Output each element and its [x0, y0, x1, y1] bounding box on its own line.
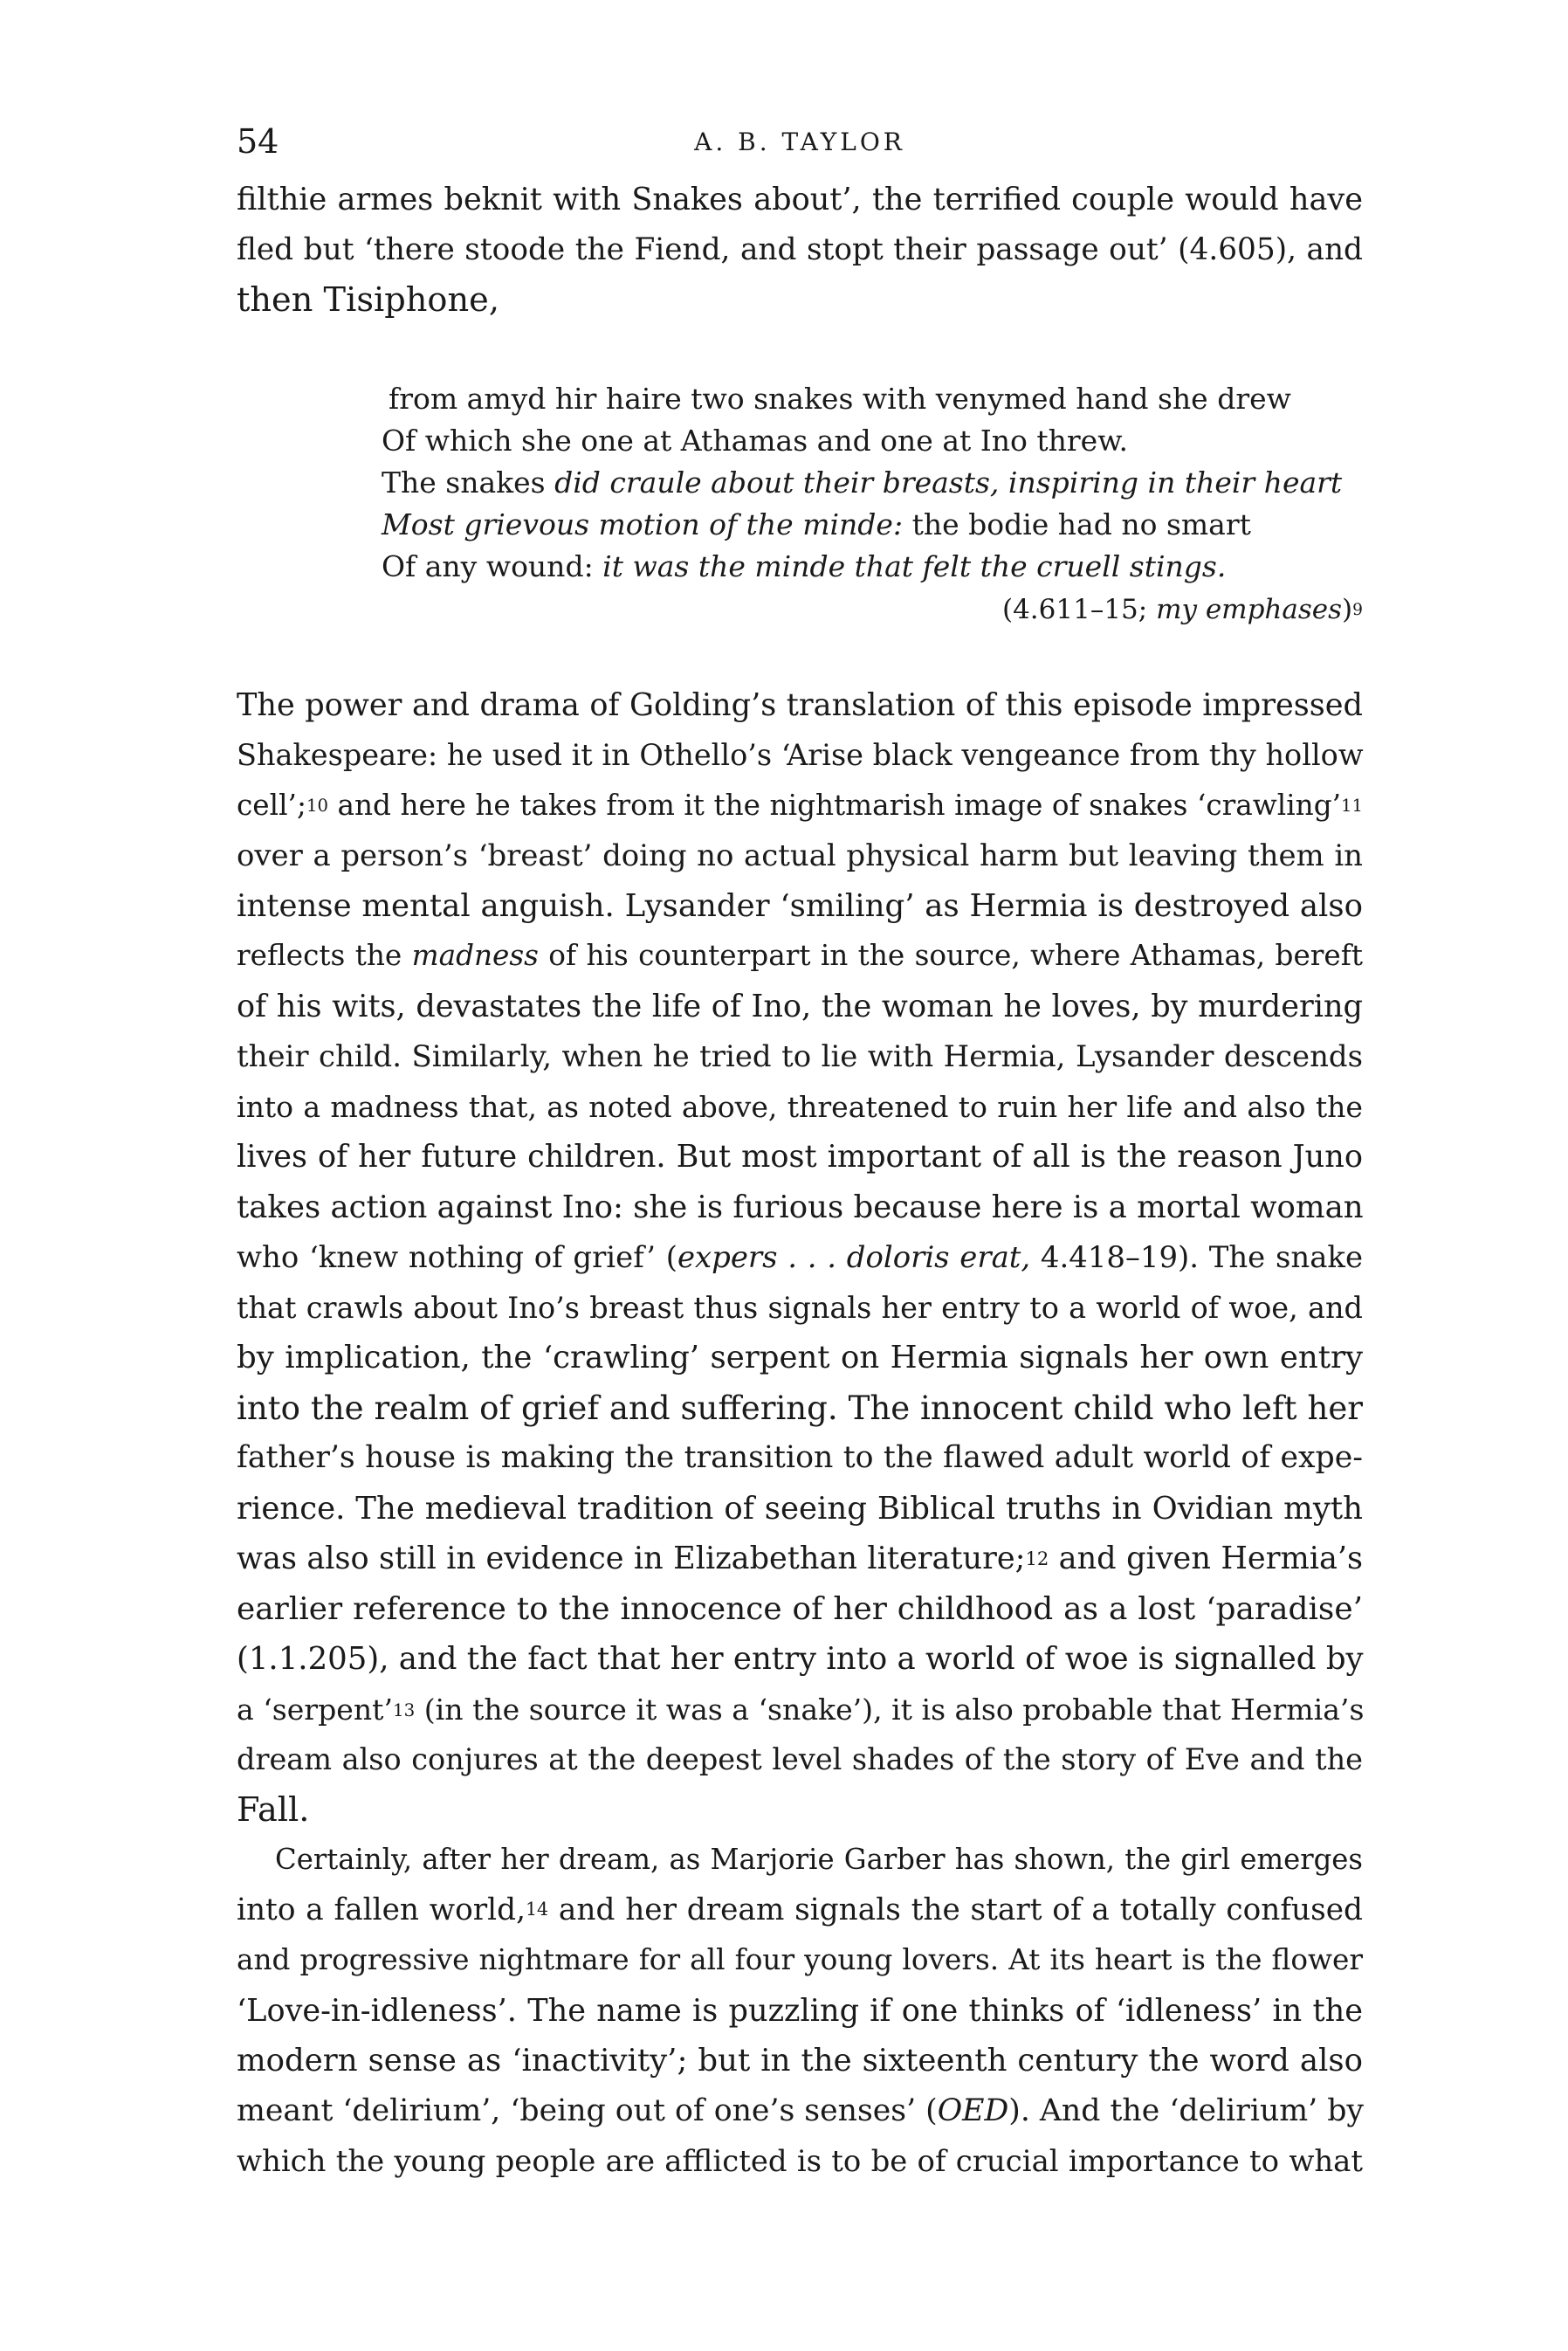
footnote-ref[interactable]: 10	[306, 795, 328, 816]
text-line: which the young people are afflicted is to be of crucial importance to what	[237, 2144, 1363, 2178]
text-line: ‘Love-in-idleness’. The name is puzzling if one thinks of ‘idleness’ in the	[237, 1992, 1363, 2029]
body-paragraph-2	[237, 1835, 1363, 2187]
text-span: into a fallen world,	[237, 1892, 526, 1927]
text-span: meant ‘delirium’, ‘being out of one’s senses’ (	[237, 2092, 938, 2128]
verse-line: from amyd hir haire two snakes with venymed hand she drew	[389, 381, 1291, 416]
intro-paragraph	[237, 175, 1363, 326]
text-span: was also still in evidence in Elizabethan literature;	[237, 1541, 1026, 1576]
text-line	[237, 1232, 1363, 1283]
quote-citation	[237, 589, 1363, 630]
text-line	[237, 1886, 1363, 1936]
text-line: Shakespeare: he used it in Othello’s ‘Arise black vengeance from thy hollow	[237, 738, 1364, 772]
verse-text: Of any wound:	[382, 548, 603, 583]
running-head: A. B. TAYLOR	[694, 128, 905, 156]
text-span: who ‘knew nothing of grief’ (	[237, 1240, 677, 1274]
text-line: into the realm of grief and suffering. The innocent child who left her	[237, 1389, 1363, 1427]
text-emphasis: expers . . . doloris erat,	[677, 1240, 1031, 1274]
verse-emphasis: Most grievous motion of the minde:	[382, 507, 904, 541]
verse-text: the bodie had no smart	[903, 507, 1251, 541]
text-line: intense mental anguish. Lysander ‘smiling’ as Hermia is destroyed also	[237, 887, 1363, 924]
text-line: takes action against Ino: she is furious because here is a mortal woman	[237, 1189, 1364, 1225]
footnote-ref[interactable]: 14	[525, 1899, 549, 1920]
verse-line	[382, 504, 1363, 546]
text-line: their child. Similarly, when he tried to lie with Hermia, Lysander descends	[237, 1039, 1363, 1073]
citation-text: )	[1342, 593, 1353, 625]
text-span: 4.418–19). The snake	[1030, 1240, 1363, 1274]
footnote-ref[interactable]: 11	[1341, 795, 1363, 816]
text-line: filthie armes beknit with Snakes about’, the terrified couple would have	[237, 182, 1363, 217]
text-emphasis: madness	[411, 939, 539, 972]
text-line: rience. The medieval tradition of seeing Biblical truths in Ovidian myth	[237, 1490, 1363, 1527]
text-span: cell’;	[237, 788, 306, 822]
block-quote	[237, 378, 1363, 630]
text-span: a ‘serpent’	[237, 1692, 393, 1727]
text-span: and her dream signals the start of a totally confused	[548, 1892, 1363, 1927]
text-line: earlier reference to the innocence of her childhood as a lost ‘paradise’	[237, 1590, 1363, 1627]
verse-line	[382, 546, 1363, 588]
verse-emphasis: did craule about their breasts, inspiring in their heart	[554, 465, 1343, 500]
verse-line: Of which she one at Athamas and one at Ino threw.	[382, 423, 1129, 458]
text-line: (1.1.205), and the fact that her entry into a world of woe is signalled by	[237, 1641, 1364, 1677]
citation-emphasis: my emphases	[1156, 593, 1343, 625]
text-line: that crawls about Ino’s breast thus signals her entry to a world of woe, and	[237, 1290, 1363, 1325]
text-line: father’s house is making the transition to the flawed adult world of expe-	[237, 1440, 1363, 1475]
text-line: and progressive nightmare for all four young lovers. At its heart is the flower	[237, 1943, 1363, 1976]
text-span: and here he takes from it the nightmarish image of snakes ‘crawling’	[327, 788, 1342, 822]
text-line: of his wits, devastates the life of Ino, the woman he loves, by murdering	[237, 988, 1363, 1024]
text-span: reflects the	[237, 939, 412, 972]
footnote-ref[interactable]: 9	[1352, 600, 1363, 619]
text-line: lives of her future children. But most important of all is the reason Juno	[237, 1139, 1363, 1175]
document-page	[237, 122, 1363, 2187]
text-span: of his counterpart in the source, where Athamas, bereft	[538, 939, 1363, 972]
text-line: over a person’s ‘breast’ doing no actual physical harm but leaving them in	[237, 838, 1363, 872]
text-span: (in the source it was a ‘snake’), it is also probable that Hermia’s	[415, 1692, 1365, 1727]
text-line: by implication, the ‘crawling’ serpent on Hermia signals her own entry	[237, 1340, 1363, 1375]
text-emphasis: OED	[937, 2092, 1009, 2128]
text-line	[237, 1534, 1363, 1584]
text-line	[237, 931, 1363, 982]
verse-text: The snakes	[382, 465, 555, 500]
footnote-ref[interactable]: 12	[1025, 1547, 1049, 1569]
text-line: Fall.	[237, 1789, 310, 1830]
text-span: ). And the ‘delirium’ by	[1008, 2092, 1365, 2128]
text-line: fled but ‘there stoode the Fiend, and stopt their passage out’ (4.605), and	[237, 231, 1363, 267]
page-number: 54	[237, 122, 279, 161]
text-line	[237, 781, 1363, 831]
citation-text: (4.611–15;	[1001, 593, 1157, 625]
text-line	[237, 2086, 1363, 2137]
text-line: then Tisiphone,	[237, 280, 499, 320]
text-line: Certainly, after her dream, as Marjorie Garber has shown, the girl emerges	[275, 1843, 1363, 1876]
page-header	[237, 122, 1363, 175]
body-paragraph-1	[237, 680, 1363, 1836]
text-line: into a madness that, as noted above, threatened to ruin her life and also the	[237, 1089, 1363, 1124]
text-line: The power and drama of Golding’s translation of this episode impressed	[237, 686, 1363, 723]
verse-line	[382, 462, 1363, 504]
text-line: dream also conjures at the deepest level shades of the story of Eve and the	[237, 1742, 1363, 1776]
verse-emphasis: it was the minde that felt the cruell stings.	[602, 548, 1227, 583]
text-line: modern sense as ‘inactivity’; but in the sixteenth century the word also	[237, 2043, 1363, 2079]
text-line	[237, 1685, 1363, 1735]
footnote-ref[interactable]: 13	[392, 1699, 416, 1720]
text-span: and given Hermia’s	[1049, 1541, 1364, 1576]
